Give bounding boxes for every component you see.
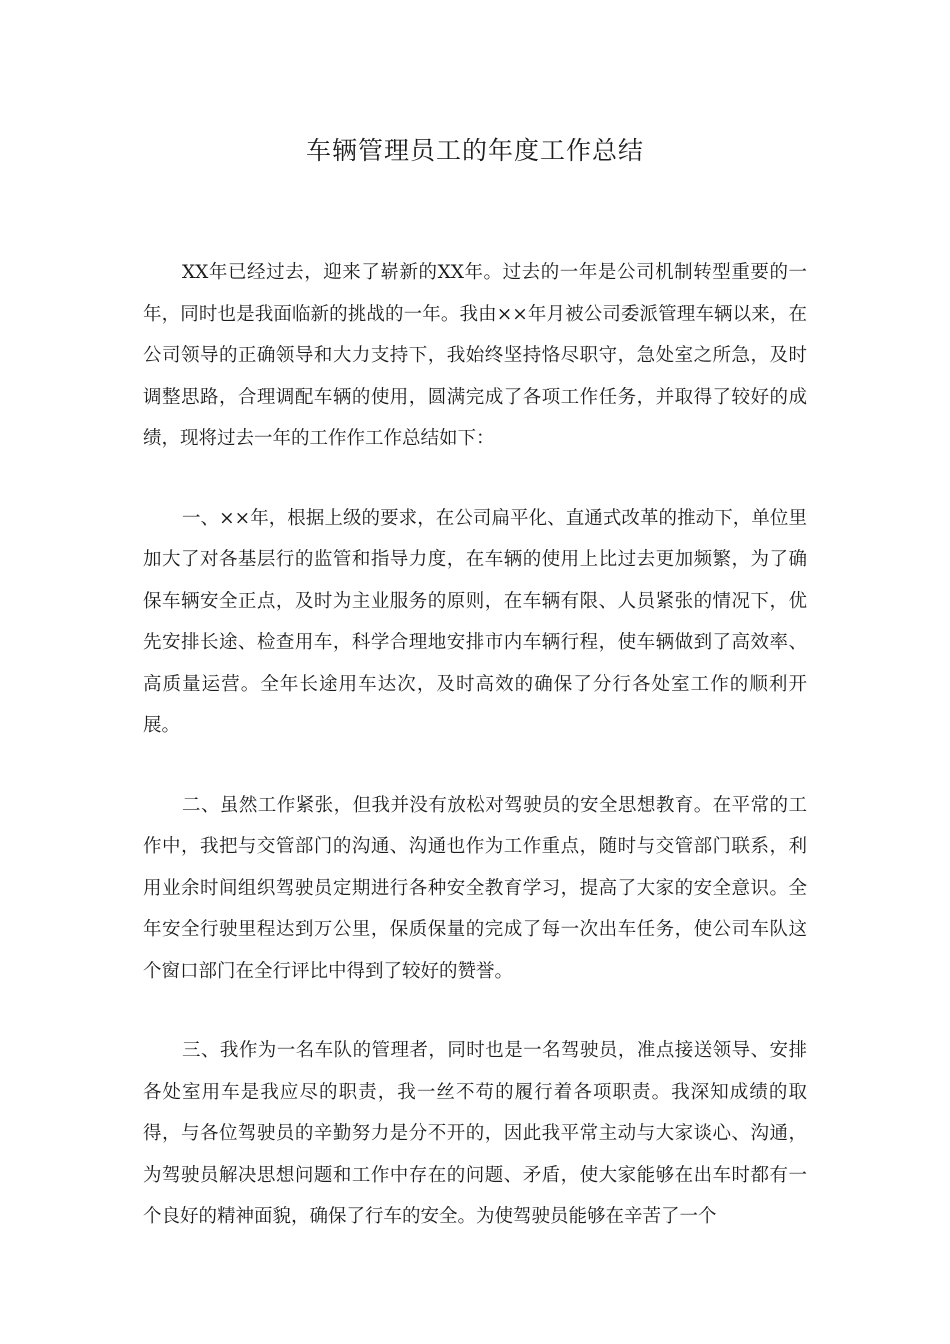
paragraph-section-2: 二、虽然工作紧张，但我并没有放松对驾驶员的安全思想教育。在平常的工作中，我把与交管部门的沟通、沟通也作为工作重点，随时与交管部门联系，利用业余时间组织驾驶员定期进行各种安全教育学习，提高了大家的安全意识。全年安全行驶里程达到万公里，保质保量的完成了每一次出车任务，使公司车队这个窗口部门在全行评比中得到了较好的赞誉。 (143, 794, 807, 982)
paragraph-section-3: 三、我作为一名车队的管理者，同时也是一名驾驶员，准点接送领导、安排各处室用车是我应尽的职责，我一丝不苟的履行着各项职责。我深知成绩的取得，与各位驾驶员的辛勤努力是分不开的，因此我平常主动与大家谈心、沟通，为驾驶员解决思想问题和工作中存在的问题、矛盾，使大家能够在出车时都有一个良好的精神面貌，确保了行车的安全。为使驾驶员能够在辛苦了一个 (143, 1040, 807, 1227)
paragraph-intro: XX年已经过去，迎来了崭新的XX年。过去的一年是公司机制转型重要的一年，同时也是我面临新的挑战的一年。我由××年月被公司委派管理车辆以来，在公司领导的正确领导和大力支持下，我始终坚持恪尽职守，急处室之所急，及时调整思路，合理调配车辆的使用，圆满完成了各项工作任务，并取得了较好的成绩，现将过去一年的工作作工作总结如下： (143, 262, 807, 449)
document-title: 车辆管理员工的年度工作总结 (305, 136, 644, 165)
paragraph-section-1: 一、××年，根据上级的要求，在公司扁平化、直通式改革的推动下，单位里加大了对各基层行的监管和指导力度，在车辆的使用上比过去更加频繁，为了确保车辆安全正点，及时为主业服务的原则，在车辆有限、人员紧张的情况下，优先安排长途、检查用车，科学合理地安排市内车辆行程，使车辆做到了高效率、高质量运营。全年长途用车达次，及时高效的确保了分行各处室工作的顺利开展。 (143, 507, 807, 736)
document-body (143, 252, 807, 1276)
